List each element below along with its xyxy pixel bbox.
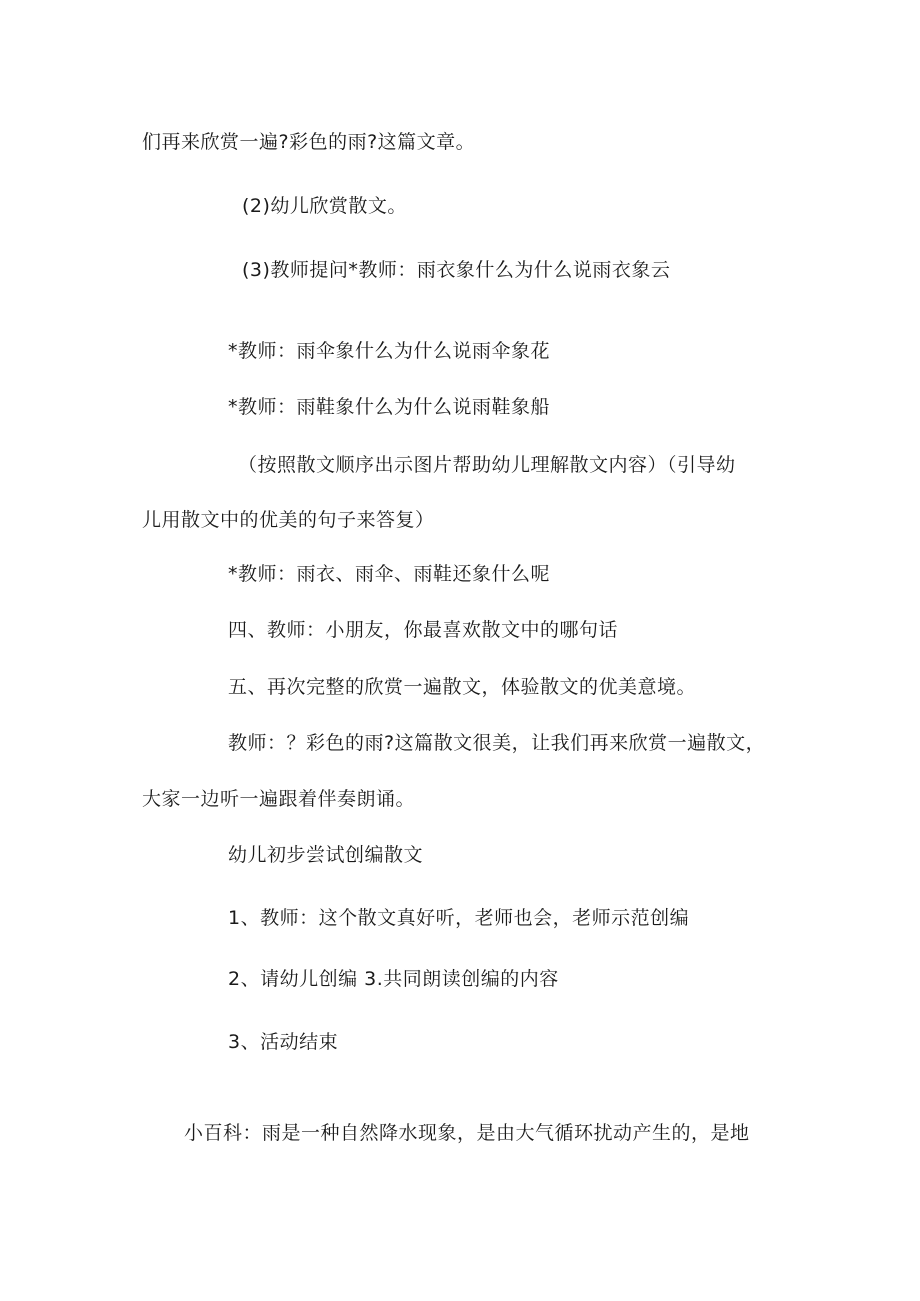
text-line: 幼儿初步尝试创编散文 xyxy=(228,844,424,866)
text-line: *教师：雨衣、雨伞、雨鞋还象什么呢 xyxy=(228,563,551,585)
text-line: 3、活动结束 xyxy=(228,1031,339,1053)
text-line: 们再来欣赏一遍?彩色的雨?这篇文章。 xyxy=(142,131,476,153)
text-line: 儿用散文中的优美的句子来答复） xyxy=(142,509,435,531)
text-line: 1、教师：这个散文真好听，老师也会，老师示范创编 xyxy=(228,907,690,929)
text-line: (3)教师提问*教师：雨衣象什么为什么说雨衣象云 xyxy=(242,259,671,281)
text-line: *教师：雨伞象什么为什么说雨伞象花 xyxy=(228,340,551,362)
text-line: 四、教师：小朋友，你最喜欢散文中的哪句话 xyxy=(228,619,619,641)
text-line: 教师：？彩色的雨?这篇散文很美，让我们再来欣赏一遍散文， xyxy=(228,732,766,754)
text-line: 大家一边听一遍跟着伴奏朗诵。 xyxy=(142,788,416,810)
text-line: （按照散文顺序出示图片帮助幼儿理解散文内容）（引导幼 xyxy=(238,454,736,476)
text-line: *教师：雨鞋象什么为什么说雨鞋象船 xyxy=(228,396,551,418)
text-line: (2)幼儿欣赏散文。 xyxy=(242,195,407,217)
text-line: 小百科：雨是一种自然降水现象，是由大气循环扰动产生的，是地 xyxy=(184,1122,750,1144)
text-line: 五、再次完整的欣赏一遍散文，体验散文的优美意境。 xyxy=(228,676,697,698)
text-line: 2、请幼儿创编 3.共同朗读创编的内容 xyxy=(228,968,559,990)
